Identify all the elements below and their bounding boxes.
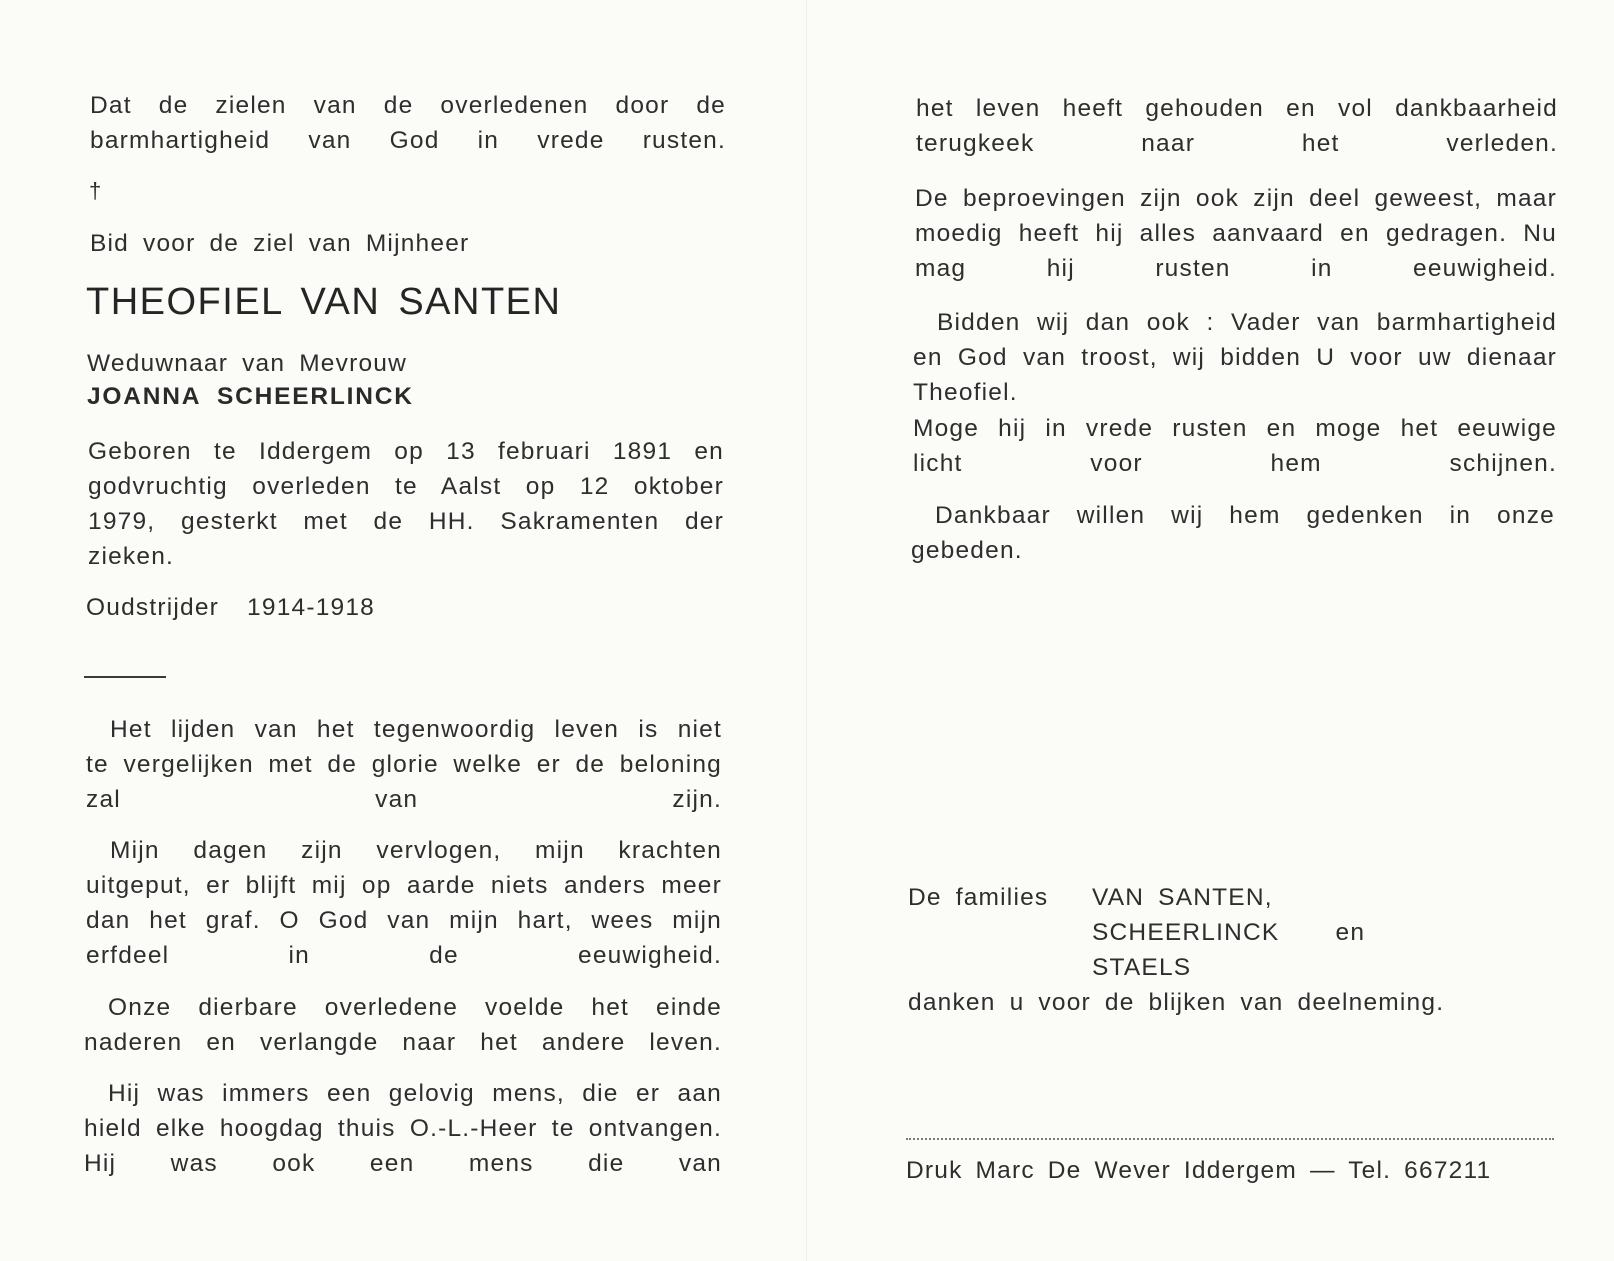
widower-of-label: Weduwnaar van Mevrouw [87, 350, 407, 377]
cross-icon: † [89, 178, 102, 203]
paragraph-trials: De beproevingen zijn ook zijn deel geweest, maar moedig heeft hij alles aanvaard en gedragen. Nu mag hij rusten in eeuwigheid. [915, 185, 1557, 282]
printer-info: Druk Marc De Wever Iddergem — Tel. 667211 [906, 1157, 1492, 1184]
paragraph-end: Onze dierbare overledene voelde het einde naderen en verlangde naar het andere leven. [84, 994, 722, 1056]
family-staels: STAELS [1092, 954, 1192, 981]
birth-death-details: Geboren te Iddergem op 13 februari 1891 en godvruchtig overleden te Aalst op 12 oktober 1979, gesterkt met de HH. Sakramenten der zieken. [88, 438, 724, 570]
paragraph-rest: Moge hij in vrede rusten en moge het eeuwige licht voor hem schijnen. [913, 415, 1557, 477]
section-divider [84, 676, 166, 678]
paragraph-suffering: Het lijden van het tegenwoordig leven is niet te vergelijken met de glorie welke er de beloning zal van zijn. [86, 716, 722, 813]
printer-separator [906, 1138, 1554, 1140]
families-label: De families [908, 884, 1049, 911]
thanks-line: danken u voor de blijken van deelneming. [908, 989, 1445, 1016]
prayer-intro: Bid voor de ziel van Mijnheer [90, 230, 470, 257]
family-scheerlinck-line [1092, 915, 1365, 950]
deceased-name: THEOFIEL VAN SANTEN [86, 281, 562, 323]
veteran-years: 1914-1918 [247, 594, 376, 621]
paragraph-grateful: Dankbaar willen wij hem gedenken in onze gebeden. [911, 502, 1555, 564]
paragraph-days: Mijn dagen zijn vervlogen, mijn krachten uitgeput, er blijft mij op aarde niets anders meer dan het graf. O God van mijn hart, wees mijn erfdeel in de eeuwigheid. [86, 837, 722, 969]
family-conjunction: en [1335, 919, 1366, 946]
veteran-line [86, 590, 375, 625]
opening-prayer: Dat de zielen van de overledenen door de barmhartigheid van God in vrede rusten. [90, 92, 726, 154]
family-scheerlinck: SCHEERLINCK [1092, 919, 1280, 946]
spouse-name: JOANNA SCHEERLINCK [87, 383, 414, 410]
veteran-label: Oudstrijder [86, 594, 220, 621]
family-van-santen: VAN SANTEN, [1092, 884, 1273, 911]
paragraph-pray: Bidden wij dan ook : Vader van barmhartigheid en God van troost, wij bidden U voor uw dienaar Theofiel. [913, 309, 1557, 406]
right-page [807, 0, 1614, 1261]
paragraph-life: het leven heeft gehouden en vol dankbaarheid terugkeek naar het verleden. [916, 95, 1558, 157]
paragraph-faith: Hij was immers een gelovig mens, die er aan hield elke hoogdag thuis O.-L.-Heer te ontvangen. Hij was ook een mens die van [84, 1080, 722, 1177]
